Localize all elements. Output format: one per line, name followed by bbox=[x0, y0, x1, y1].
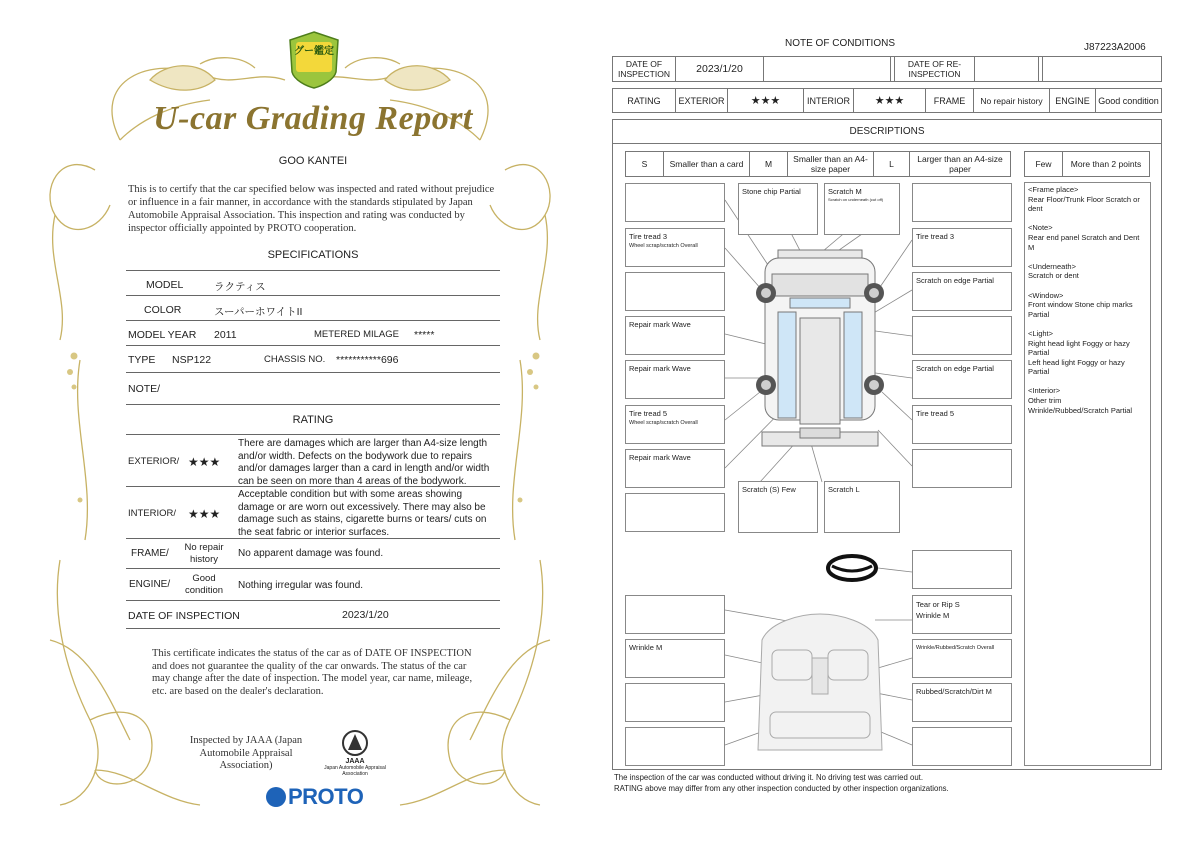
engine-value: Good condition bbox=[184, 573, 224, 596]
note-text: Scratch or dent bbox=[1028, 271, 1079, 281]
jaaa-logo bbox=[318, 728, 392, 777]
box-label: Scratch on edge Partial bbox=[916, 364, 994, 373]
spec-model-row bbox=[126, 271, 500, 296]
note-heading: <Underneath> bbox=[1028, 261, 1076, 271]
frame-value: No repair history bbox=[184, 542, 224, 565]
exterior-stars: ★★★ bbox=[188, 455, 221, 469]
box-sublabel: Scratch on underneath (cut off) bbox=[828, 197, 884, 202]
box-label: Repair mark Wave bbox=[629, 320, 691, 329]
note-interior bbox=[1028, 386, 1147, 415]
note-of-conditions bbox=[600, 0, 1200, 848]
engine-label: ENGINE/ bbox=[129, 579, 171, 590]
condition-box-tire-rear-right bbox=[912, 405, 1012, 444]
descriptions-heading: DESCRIPTIONS bbox=[613, 120, 1161, 144]
note-label: NOTE/ bbox=[128, 383, 161, 395]
note-text: Left head light Foggy or hazy Partial bbox=[1028, 357, 1125, 377]
exterior-label: EXTERIOR bbox=[676, 89, 728, 112]
box-label: Tire tread 3 bbox=[916, 232, 955, 241]
note-title: NOTE OF CONDITIONS bbox=[785, 38, 895, 49]
legend-few: Few bbox=[1025, 152, 1063, 176]
date-of-inspection-label: DATE OF INSPECTION bbox=[128, 610, 240, 622]
certificate-intro: This is to certify that the car specified below was inspected and rated without prejudice or influence in a fair manner, in accordance with the standards stipulated by Japan Automobile Appraisal Association. This inspection and rating was conducted by inspector officially appointed by PROTO cooperation. bbox=[128, 184, 495, 234]
color-value: スーパーホワイトII bbox=[214, 306, 303, 318]
car-plan-view bbox=[762, 250, 878, 446]
rating-frame-row bbox=[126, 539, 500, 569]
condition-box-interior-left-3 bbox=[625, 683, 725, 722]
spec-note-row bbox=[126, 373, 500, 405]
condition-box-left-2 bbox=[625, 272, 725, 311]
condition-box-front-right bbox=[912, 183, 1012, 222]
condition-box-front-left bbox=[625, 183, 725, 222]
frame-label: FRAME/ bbox=[131, 548, 169, 559]
color-label: COLOR bbox=[144, 304, 182, 316]
box-label: Scratch L bbox=[828, 485, 860, 494]
condition-box-tire-front-left bbox=[625, 228, 725, 267]
note-frame-place bbox=[1028, 185, 1147, 214]
condition-box-scratch-s bbox=[738, 481, 818, 533]
goo-kantei-logo bbox=[286, 30, 342, 90]
proto-logo-text: PROTO bbox=[288, 784, 364, 809]
condition-box-edge-right-2 bbox=[912, 360, 1012, 399]
condition-box-tire-front-right bbox=[912, 228, 1012, 267]
legend-s: S bbox=[626, 152, 664, 176]
note-heading: <Light> bbox=[1028, 328, 1054, 338]
note-text: Rear Floor/Trunk Floor Scratch or dent bbox=[1028, 194, 1140, 214]
inspected-by: Inspected by JAAA (Japan Automobile Appraisal Association) bbox=[189, 735, 303, 771]
interior-stars: ★★★ bbox=[854, 89, 926, 112]
legend-l: L bbox=[874, 152, 910, 176]
box-label: Repair mark Wave bbox=[629, 364, 691, 373]
date-of-inspection-value: 2023/1/20 bbox=[676, 57, 764, 81]
type-label: TYPE bbox=[128, 354, 156, 366]
condition-box-tire-rear-left bbox=[625, 405, 725, 444]
note-heading: <Frame place> bbox=[1028, 185, 1079, 194]
exterior-description: There are damages which are larger than A4-size length and/or width. Defects on the bodywork due to repairs and/or damages larger than a card in length and/or width can be seen on more than 4 areas of the bodywork. bbox=[238, 438, 490, 487]
condition-box-wrinkle bbox=[625, 639, 725, 678]
model-year-label: MODEL YEAR bbox=[128, 329, 197, 341]
condition-box-wrinkle-overall bbox=[912, 639, 1012, 678]
frame-description: No apparent damage was found. bbox=[238, 548, 384, 559]
box-label: Tire tread 5 bbox=[629, 409, 668, 418]
date-of-inspection-label: DATE OF INSPECTION bbox=[613, 57, 676, 81]
disclaimer-line: The inspection of the car was conducted without driving it. No driving test was carried out. bbox=[614, 773, 923, 782]
condition-box-interior-right-4 bbox=[912, 727, 1012, 766]
jaaa-emblem-icon bbox=[340, 728, 370, 758]
spec-year-row bbox=[126, 321, 500, 346]
legend-m: M bbox=[750, 152, 788, 176]
box-sublabel: Wheel scrap/scratch Overall bbox=[629, 420, 698, 426]
condition-box-interior-left-1 bbox=[625, 595, 725, 634]
exterior-label: EXTERIOR/ bbox=[128, 456, 180, 467]
box-label: Tire tread 3 bbox=[629, 232, 668, 241]
legend-l-desc: Larger than an A4-size paper bbox=[917, 154, 1003, 174]
box-sublabel: Wheel scrap/scratch Overall bbox=[629, 243, 698, 249]
interior-label: INTERIOR bbox=[804, 89, 854, 112]
note-text: Right head light Foggy or hazy Partial bbox=[1028, 338, 1130, 358]
certificate-footer: This certificate indicates the status of the car as of DATE OF INSPECTION and does not guarantee the quality of the car onwards. The status of the car may change after the date of inspection. The model year, car name, mileage, etc. are based on the dealer's declaration. bbox=[152, 648, 473, 697]
certificate-subtitle: GOO KANTEI bbox=[278, 155, 348, 167]
rating-exterior-row bbox=[126, 435, 500, 487]
rating-date-row bbox=[126, 601, 500, 629]
note-text: Front window Stone chip marks Partial bbox=[1028, 300, 1133, 319]
box-label: Stone chip Partial bbox=[742, 187, 801, 196]
legend-s-desc: Smaller than a card bbox=[664, 152, 750, 176]
box-label: Tear or Rip S bbox=[916, 600, 960, 609]
proto-mark-icon bbox=[266, 787, 286, 807]
note-heading: <Note> bbox=[1028, 223, 1053, 233]
interior-description: Acceptable condition but with some areas showing damage or are worn out excessively. There may also be damage such as stains, cigarette burns or tears/ cuts on the seat fabric or interior surfaces. bbox=[238, 489, 487, 538]
car-interior-view bbox=[758, 614, 882, 750]
note-underneath bbox=[1028, 262, 1147, 281]
box-label: Scratch M bbox=[828, 187, 862, 196]
interior-stars: ★★★ bbox=[188, 507, 221, 521]
engine-label: ENGINE bbox=[1050, 89, 1096, 112]
date-of-inspection-value: 2023/1/20 bbox=[342, 609, 389, 621]
condition-box-steering bbox=[912, 550, 1012, 589]
condition-box-edge-right-1 bbox=[912, 272, 1012, 311]
box-label: Wrinkle M bbox=[916, 611, 950, 620]
condition-box-rubbed bbox=[912, 683, 1012, 722]
legend-m-desc: Smaller than an A4-size paper bbox=[788, 152, 874, 176]
condition-box-left-7 bbox=[625, 493, 725, 532]
rating-interior-row bbox=[126, 487, 500, 539]
model-value: ラクティス bbox=[214, 281, 266, 293]
disclaimer-line: RATING above may differ from any other inspection conducted by other inspection organizations. bbox=[614, 784, 949, 793]
steering-wheel-icon bbox=[828, 556, 876, 580]
note-heading: <Interior> bbox=[1028, 386, 1061, 396]
document-id: J87223A2006 bbox=[1084, 42, 1146, 53]
mileage-value: ***** bbox=[414, 329, 435, 341]
frame-label: FRAME bbox=[926, 89, 974, 112]
condition-box-repair-3 bbox=[625, 449, 725, 488]
rating-heading: RATING bbox=[292, 414, 334, 426]
note-text: Rear end panel Scratch and Dent M bbox=[1028, 232, 1140, 252]
condition-box-repair-1 bbox=[625, 316, 725, 355]
interior-label: INTERIOR/ bbox=[128, 508, 177, 519]
jaaa-caption: Japan Automobile Appraisal Association bbox=[324, 765, 386, 777]
condition-box-scratch-m bbox=[824, 183, 900, 235]
legend-few-desc: More than 2 points bbox=[1070, 159, 1142, 169]
rating-engine-row bbox=[126, 569, 500, 601]
notes-panel bbox=[1024, 182, 1151, 766]
condition-box-repair-2 bbox=[625, 360, 725, 399]
mileage-label: METERED MILAGE bbox=[314, 329, 399, 340]
box-label: Scratch on edge Partial bbox=[916, 276, 994, 285]
chassis-label: CHASSIS NO. bbox=[264, 354, 326, 365]
condition-box-right-3 bbox=[912, 316, 1012, 355]
box-label: Tire tread 5 bbox=[916, 409, 955, 418]
condition-box-interior-left-4 bbox=[625, 727, 725, 766]
box-label: Scratch (S) Few bbox=[742, 485, 796, 494]
disclaimer bbox=[614, 772, 949, 794]
box-label: Wrinkle/Rubbed/Scratch Overall bbox=[916, 645, 995, 651]
note-text: Wrinkle/Rubbed/Scratch Partial bbox=[1028, 405, 1133, 415]
jaaa-logo-text: JAAA bbox=[345, 758, 365, 765]
engine-description: Nothing irregular was found. bbox=[238, 580, 364, 591]
goo-kantei-logo-text: グー鑑定 bbox=[294, 46, 334, 57]
exterior-stars: ★★★ bbox=[728, 89, 804, 112]
condition-box-stone-chip bbox=[738, 183, 818, 235]
model-label: MODEL bbox=[146, 279, 184, 291]
specifications-heading: SPECIFICATIONS bbox=[267, 249, 359, 261]
condition-box-tear bbox=[912, 595, 1012, 634]
note-light bbox=[1028, 329, 1147, 377]
note-window bbox=[1028, 291, 1147, 320]
reinspection-label: DATE OF RE-INSPECTION bbox=[895, 57, 975, 81]
spec-color-row bbox=[126, 296, 500, 321]
chassis-value: ***********696 bbox=[336, 354, 399, 366]
condition-box-scratch-l bbox=[824, 481, 900, 533]
note-note bbox=[1028, 223, 1147, 252]
type-value: NSP122 bbox=[172, 354, 212, 366]
frame-value: No repair history bbox=[974, 89, 1050, 112]
note-heading: <Window> bbox=[1028, 290, 1064, 300]
certificate-title: U-car Grading Report bbox=[153, 100, 473, 137]
box-label: Repair mark Wave bbox=[629, 453, 691, 462]
box-label: Rubbed/Scratch/Dirt M bbox=[916, 687, 992, 696]
rating-label: RATING bbox=[613, 89, 676, 112]
box-label: Wrinkle M bbox=[629, 643, 663, 652]
note-text: Other trim bbox=[1028, 396, 1062, 406]
engine-value: Good condition bbox=[1098, 95, 1159, 106]
proto-logo bbox=[266, 784, 363, 810]
model-year-value: 2011 bbox=[214, 329, 237, 341]
spec-type-row bbox=[126, 346, 500, 373]
condition-box-right-6 bbox=[912, 449, 1012, 488]
